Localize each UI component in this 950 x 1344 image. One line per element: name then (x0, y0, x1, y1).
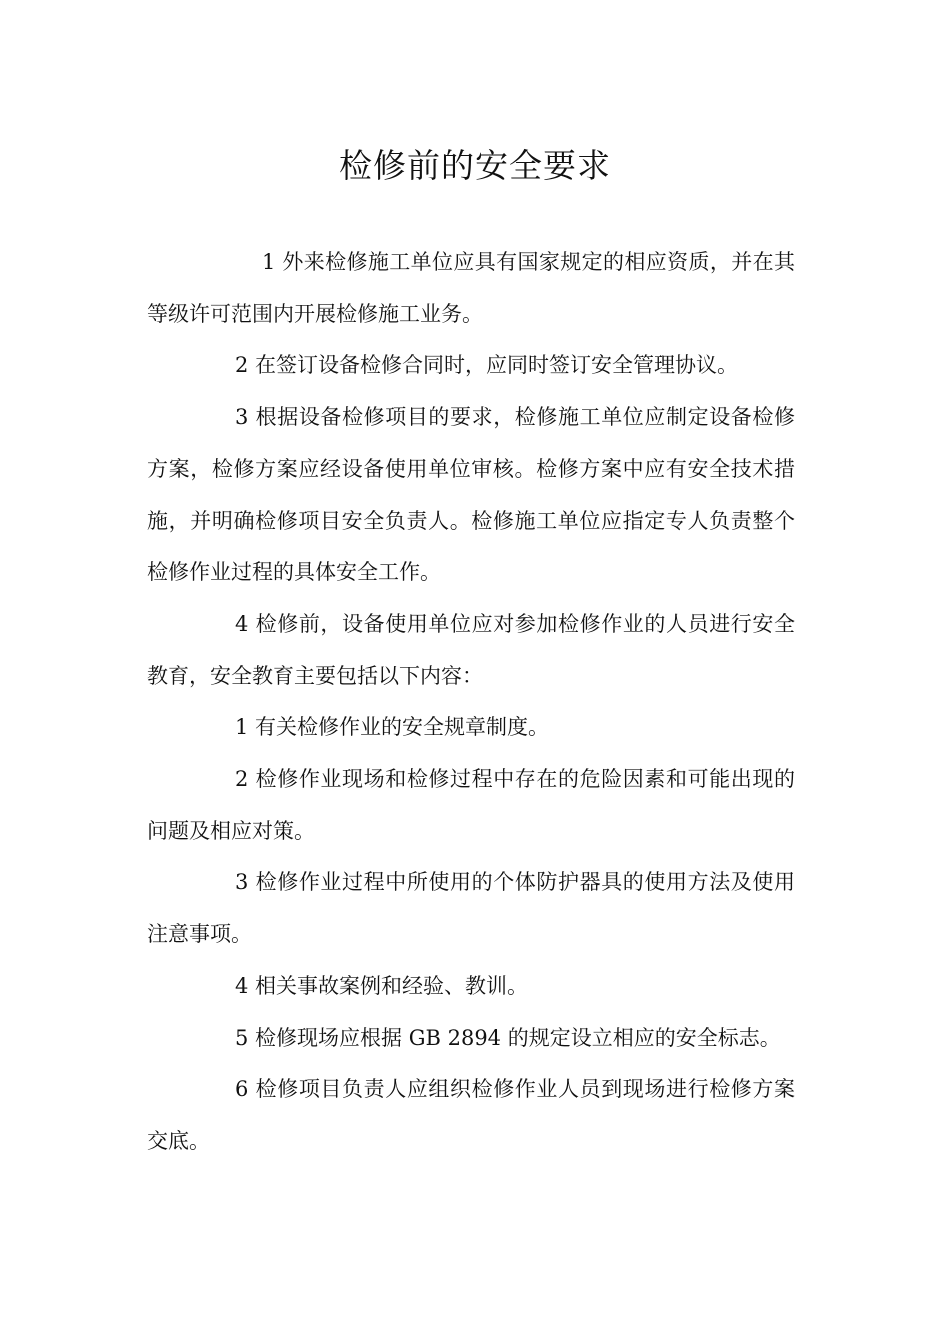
paragraph-2: 2 在签订设备检修合同时，应同时签订安全管理协议。 (235, 353, 739, 378)
paragraph-4-item-3: 3 检修作业过程中所使用的个体防护器具的使用方法及使用注意事项。 (147, 870, 795, 947)
paragraph-3: 3 根据设备检修项目的要求，检修施工单位应制定设备检修方案，检修方案应经设备使用单位审核。检修方案中应有安全技术措施，并明确检修项目安全负责人。检修施工单位应指定专人负责整个检修作业过程的具体安全工作。 (147, 405, 795, 585)
paragraph-4-item-1: 1 有关检修作业的安全规章制度。 (235, 715, 550, 740)
paragraph-4-item-2: 2 检修作业现场和检修过程中存在的危险因素和可能出现的问题及相应对策。 (147, 767, 795, 843)
paragraph-4: 4 检修前，设备使用单位应对参加检修作业的人员进行安全教育，安全教育主要包括以下内容： (147, 611, 795, 688)
document-body (147, 237, 795, 1168)
paragraph-4-item-4: 4 相关事故案例和经验、教训。 (235, 973, 529, 998)
paragraph-6: 6 检修项目负责人应组织检修作业人员到现场进行检修方案交底。 (147, 1077, 795, 1153)
paragraph-1: 1 外来检修施工单位应具有国家规定的相应资质，并在其等级许可范围内开展检修施工业务。 (147, 250, 795, 326)
page-title: 检修前的安全要求 (339, 146, 611, 186)
paragraph-5: 5 检修现场应根据 GB 2894 的规定设立相应的安全标志。 (235, 1025, 781, 1050)
